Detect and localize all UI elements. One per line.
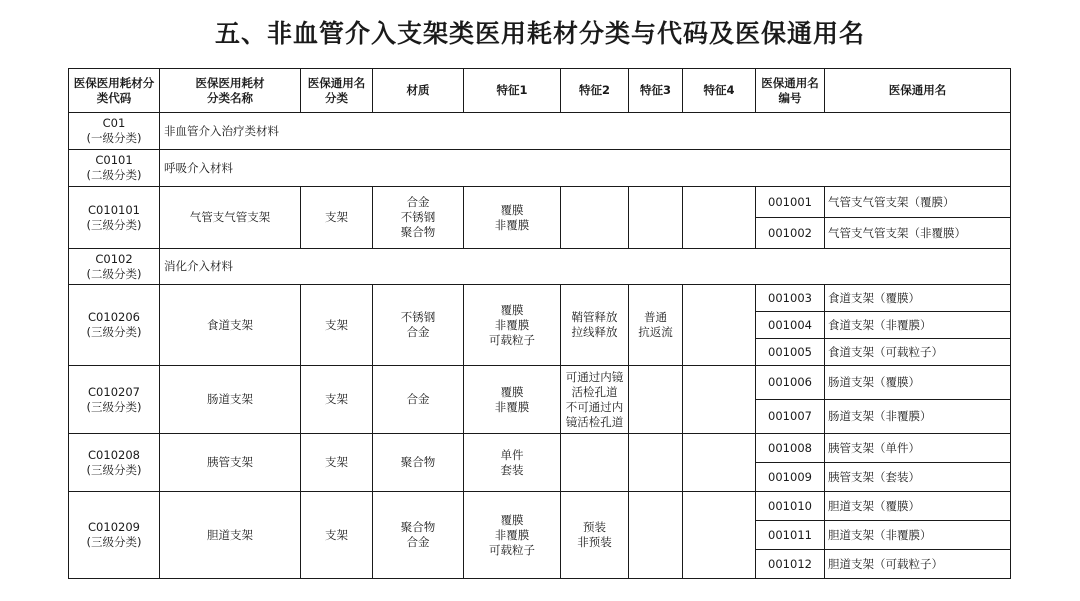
- header-cell: 特征4: [683, 69, 756, 113]
- feature-4: [683, 434, 756, 492]
- feature-2: 鞘管释放 拉线释放: [561, 285, 629, 366]
- feature-1: 覆膜 非覆膜 可载粒子: [464, 492, 561, 579]
- generic-number: 001009: [756, 463, 825, 492]
- header-cell: 医保医用耗材 分类名称: [160, 69, 301, 113]
- generic-number: 001002: [756, 218, 825, 249]
- generic-type: 支架: [301, 434, 373, 492]
- generic-type: 支架: [301, 187, 373, 249]
- table-row: [69, 492, 1011, 521]
- generic-name: 胰管支架（套装）: [825, 463, 1011, 492]
- generic-number: 001005: [756, 339, 825, 366]
- header-cell: 特征1: [464, 69, 561, 113]
- category-code: C010101 (三级分类): [69, 187, 160, 249]
- category-code: C010206 (三级分类): [69, 285, 160, 366]
- category-code: C0102 (二级分类): [69, 249, 160, 285]
- generic-number: 001006: [756, 366, 825, 400]
- header-cell: 医保医用耗材分 类代码: [69, 69, 160, 113]
- feature-1: 覆膜 非覆膜 可载粒子: [464, 285, 561, 366]
- material: 合金: [373, 366, 464, 434]
- generic-name: 肠道支架（非覆膜）: [825, 400, 1011, 434]
- table-row: [69, 285, 1011, 312]
- material: 合金 不锈钢 聚合物: [373, 187, 464, 249]
- material: 不锈钢 合金: [373, 285, 464, 366]
- feature-4: [683, 366, 756, 434]
- feature-2: 可通过内镜 活检孔道 不可通过内 镜活检孔道: [561, 366, 629, 434]
- generic-type: 支架: [301, 492, 373, 579]
- feature-3: [629, 434, 683, 492]
- page-title: 五、非血管介入支架类医用耗材分类与代码及医保通用名: [214, 19, 865, 48]
- feature-2: [561, 187, 629, 249]
- feature-1: 覆膜 非覆膜: [464, 187, 561, 249]
- table-row: [69, 187, 1011, 218]
- generic-number: 001008: [756, 434, 825, 463]
- feature-2: 预装 非预装: [561, 492, 629, 579]
- category-name: 气管支气管支架: [160, 187, 301, 249]
- feature-2: [561, 434, 629, 492]
- feature-3: [629, 187, 683, 249]
- category-name: 食道支架: [160, 285, 301, 366]
- category-name: 胆道支架: [160, 492, 301, 579]
- generic-name: 食道支架（覆膜）: [825, 285, 1011, 312]
- table-row: [69, 113, 1011, 150]
- header-cell: 特征2: [561, 69, 629, 113]
- classification-table: [68, 68, 1011, 579]
- category-name: 消化介入材料: [160, 249, 1011, 285]
- category-name: 呼吸介入材料: [160, 150, 1011, 187]
- feature-1: 单件 套装: [464, 434, 561, 492]
- header-cell: 特征3: [629, 69, 683, 113]
- category-name: 肠道支架: [160, 366, 301, 434]
- generic-number: 001001: [756, 187, 825, 218]
- generic-number: 001004: [756, 312, 825, 339]
- generic-number: 001007: [756, 400, 825, 434]
- header-cell: 医保通用名: [825, 69, 1011, 113]
- table-row: [69, 249, 1011, 285]
- generic-name: 胆道支架（非覆膜）: [825, 521, 1011, 550]
- feature-4: [683, 285, 756, 366]
- material: 聚合物: [373, 434, 464, 492]
- generic-number: 001012: [756, 550, 825, 579]
- generic-type: 支架: [301, 366, 373, 434]
- table-row: [69, 150, 1011, 187]
- generic-name: 食道支架（非覆膜）: [825, 312, 1011, 339]
- generic-number: 001010: [756, 492, 825, 521]
- feature-4: [683, 187, 756, 249]
- category-code: C0101 (二级分类): [69, 150, 160, 187]
- generic-name: 胆道支架（可载粒子）: [825, 550, 1011, 579]
- header-cell: 医保通用名 编号: [756, 69, 825, 113]
- category-name: 非血管介入治疗类材料: [160, 113, 1011, 150]
- generic-name: 气管支气管支架（覆膜）: [825, 187, 1011, 218]
- feature-1: 覆膜 非覆膜: [464, 366, 561, 434]
- feature-3: [629, 366, 683, 434]
- generic-type: 支架: [301, 285, 373, 366]
- feature-3: [629, 492, 683, 579]
- feature-4: [683, 492, 756, 579]
- material: 聚合物 合金: [373, 492, 464, 579]
- generic-name: 气管支气管支架（非覆膜）: [825, 218, 1011, 249]
- table-row: [69, 434, 1011, 463]
- category-code: C010207 (三级分类): [69, 366, 160, 434]
- category-code: C010208 (三级分类): [69, 434, 160, 492]
- generic-name: 肠道支架（覆膜）: [825, 366, 1011, 400]
- header-cell: 医保通用名 分类: [301, 69, 373, 113]
- generic-name: 胆道支架（覆膜）: [825, 492, 1011, 521]
- table-row: [69, 366, 1011, 400]
- category-code: C010209 (三级分类): [69, 492, 160, 579]
- header-row: [69, 69, 1011, 113]
- generic-name: 胰管支架（单件）: [825, 434, 1011, 463]
- feature-3: 普通 抗返流: [629, 285, 683, 366]
- category-name: 胰管支架: [160, 434, 301, 492]
- generic-name: 食道支架（可载粒子）: [825, 339, 1011, 366]
- generic-number: 001003: [756, 285, 825, 312]
- category-code: C01 (一级分类): [69, 113, 160, 150]
- header-cell: 材质: [373, 69, 464, 113]
- generic-number: 001011: [756, 521, 825, 550]
